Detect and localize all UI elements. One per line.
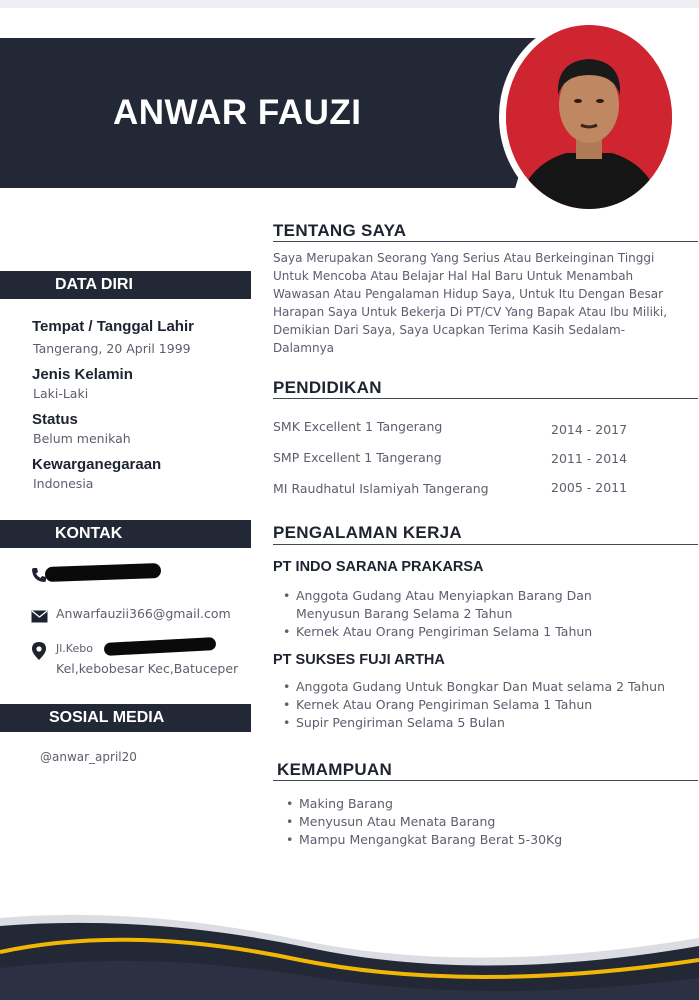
pengalaman-rule — [273, 544, 698, 545]
gender-value: Laki-Laki — [33, 386, 89, 401]
top-strip — [0, 0, 699, 8]
location-pin-icon — [32, 642, 46, 664]
candidate-name: ANWAR FAUZI — [113, 93, 362, 132]
address-line-2: Kel,kebobesar Kec,Batuceper — [56, 661, 239, 676]
about-text: Saya Merupakan Seorang Yang Serius Atau Berkeinginan Tinggi Untuk Mencoba Atau Belajar Hal Hal Baru Untuk Menambah Wawasan Atau Pengalaman Hidup Saya, Untuk Itu Dengan Besar Harapan Saya Untuk Bekerja Di PT/CV Yang Bapak Atau Ibu Miliki, Demikian Dari Saya, Saya Ucapkan Terima Kasih Sedalam-Dalamnya — [273, 251, 668, 355]
duty-item: • Anggota Gudang Atau Menyiapkan Barang Dan Menyusun Barang Selama 2 Tahun — [296, 587, 646, 623]
redacted-phone — [45, 563, 161, 582]
skill-item: • Mampu Mengangkat Barang Berat 5-30Kg — [299, 831, 679, 849]
redacted-address — [104, 637, 217, 656]
tentang-saya-title: TENTANG SAYA — [273, 221, 407, 240]
address-line-1: Jl.Kebo — [56, 642, 93, 655]
footer-wave — [0, 880, 699, 1000]
pengalaman-title: PENGALAMAN KERJA — [273, 523, 462, 542]
pendidikan-title: PENDIDIKAN — [273, 378, 382, 397]
nationality-value: Indonesia — [33, 476, 94, 491]
company-2-duties — [274, 678, 666, 732]
status-label: Status — [32, 411, 78, 428]
company-2: PT SUKSES FUJI ARTHA — [273, 652, 445, 668]
edu-years-2: 2011 - 2014 — [551, 451, 628, 466]
edu-school-3: MI Raudhatul Islamiyah Tangerang — [273, 481, 489, 496]
pendidikan-rule — [273, 398, 698, 399]
duty-item: • Supir Pengiriman Selama 5 Bulan — [296, 714, 666, 732]
edu-years-1: 2014 - 2017 — [551, 422, 628, 437]
kontak-title: KONTAK — [55, 525, 123, 542]
kemampuan-rule — [273, 780, 698, 781]
data-diri-title: DATA DIRI — [55, 276, 133, 293]
tentang-saya-rule — [273, 241, 698, 242]
data-diri-header — [0, 271, 251, 299]
edu-school-1: SMK Excellent 1 Tangerang — [273, 419, 443, 434]
skill-item: • Menyusun Atau Menata Barang — [299, 813, 679, 831]
birth-label: Tempat / Tanggal Lahir — [32, 318, 194, 335]
social-handle: @anwar_april20 — [40, 750, 137, 764]
gender-label: Jenis Kelamin — [32, 366, 133, 383]
edu-school-2: SMP Excellent 1 Tangerang — [273, 450, 442, 465]
profile-photo — [506, 25, 672, 209]
duty-item: • Kernek Atau Orang Pengiriman Selama 1 Tahun — [296, 623, 646, 641]
kontak-header — [0, 520, 251, 548]
mail-icon — [31, 608, 48, 627]
duty-item: • Anggota Gudang Untuk Bongkar Dan Muat selama 2 Tahun — [296, 678, 666, 696]
status-value: Belum menikah — [33, 431, 131, 446]
skills-list — [277, 795, 679, 849]
company-1: PT INDO SARANA PRAKARSA — [273, 559, 484, 575]
birth-value: Tangerang, 20 April 1999 — [33, 341, 191, 356]
sosial-media-title: SOSIAL MEDIA — [49, 709, 165, 726]
company-1-duties — [274, 587, 646, 641]
edu-years-3: 2005 - 2011 — [551, 480, 628, 495]
sosial-media-header — [0, 704, 251, 732]
duty-item: • Kernek Atau Orang Pengiriman Selama 1 Tahun — [296, 696, 666, 714]
email-text: Anwarfauzii366@gmail.com — [56, 606, 231, 621]
skill-item: • Making Barang — [299, 795, 679, 813]
nationality-label: Kewarganegaraan — [32, 456, 162, 473]
kemampuan-title: KEMAMPUAN — [277, 760, 393, 779]
